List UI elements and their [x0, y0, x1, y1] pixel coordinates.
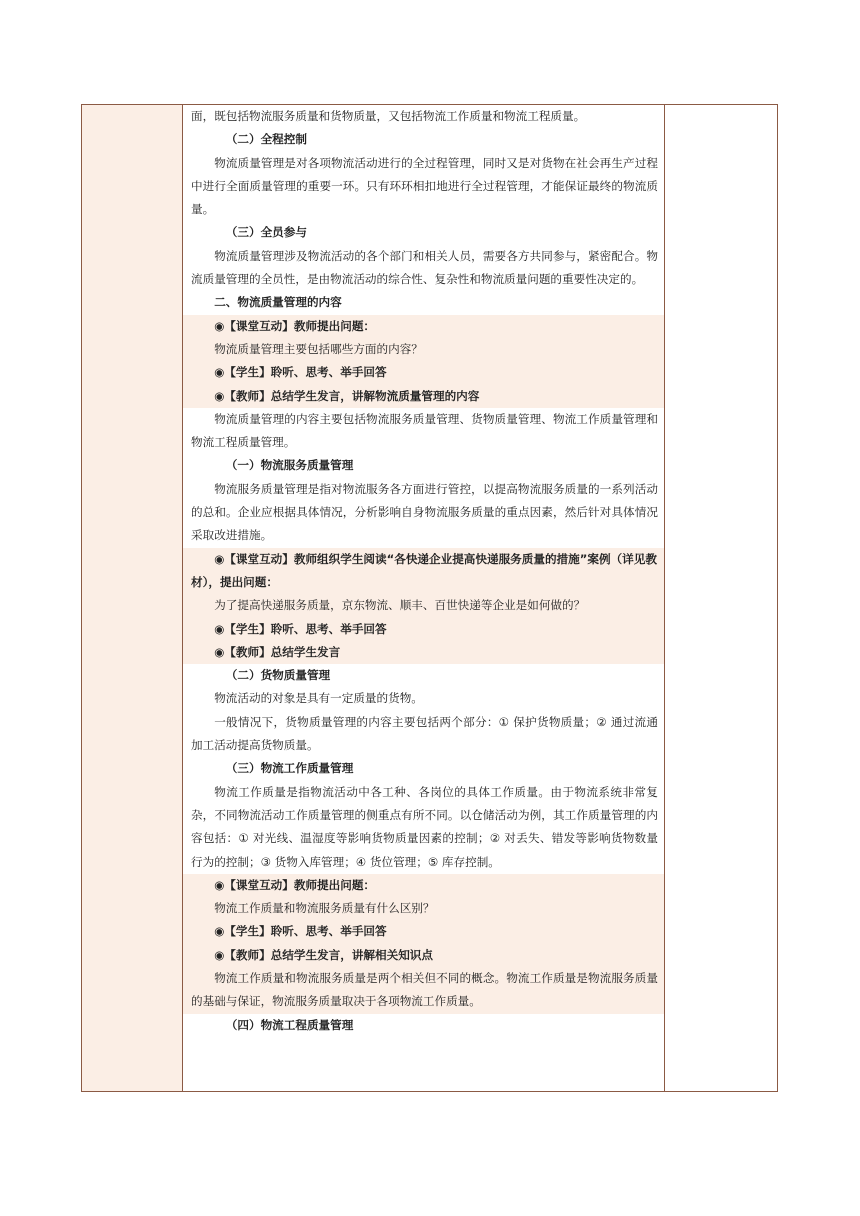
content-body [183, 105, 665, 1037]
interaction-question: 为了提高快递服务质量，京东物流、顺丰、百世快递等企业是如何做的？ [214, 598, 586, 613]
interaction-answer: 物流工作质量和物流服务质量是两个相关但不同的概念。物流工作质量是物流服务质量的基础与保证，物流服务质量取决于各项物流工作质量。 [191, 970, 658, 1009]
interaction-prompt: ◉【课堂互动】教师组织学生阅读“各快递企业提高快递服务质量的措施”案例（详见教材），提出问题： [191, 551, 657, 589]
section-heading: 二、物流质量管理的内容 [214, 295, 342, 310]
lesson-table [81, 104, 778, 1092]
interaction-block [183, 548, 665, 664]
paragraph: 面，既包括物流服务质量和货物质量，又包括物流工作质量和物流工程质量。 [191, 109, 586, 123]
student-action: ◉【学生】聆听、思考、举手回答 [214, 924, 387, 939]
paragraph: 物流工作质量是指物流活动中各工种、各岗位的具体工作质量。由于物流系统非常复杂，不同物流活动工作质量管理的侧重点有所不同。以仓储活动为例，其工作质量管理的内容包括：① 对光线、温湿度等影响货物质量因素的控制；② 对丢失、错发等影响货物数量行为的控制；③ 货物入库管理；④ 货位管理；⑤ 库存控制。 [191, 784, 658, 869]
paragraph: 物流活动的对象是具有一定质量的货物。 [214, 691, 423, 706]
subheading-goods-quality: （二）货物质量管理 [225, 668, 331, 683]
student-action: ◉【学生】聆听、思考、举手回答 [214, 621, 387, 636]
teacher-action: ◉【教师】总结学生发言，讲解相关知识点 [214, 947, 433, 962]
teacher-action: ◉【教师】总结学生发言，讲解物流质量管理的内容 [214, 388, 480, 403]
subheading-service-quality: （一）物流服务质量管理 [225, 458, 354, 473]
paragraph: 物流质量管理是对各项物流活动进行的全过程管理，同时又是对货物在社会再生产过程中进行全面质量管理的重要一环。只有环环相扣地进行全过程管理，才能保证最终的物流质量。 [191, 155, 658, 217]
interaction-prompt: ◉【课堂互动】教师提出问题： [214, 877, 376, 892]
content-column [183, 105, 665, 1091]
interaction-block [183, 874, 665, 1014]
paragraph: 物流质量管理涉及物流活动的各个部门和相关人员，需要各方共同参与，紧密配合。物流质量管理的全员性，是由物流活动的综合性、复杂性和物流质量问题的重要性决定的。 [191, 248, 658, 287]
right-column [664, 105, 777, 1091]
interaction-prompt: ◉【课堂互动】教师提出问题： [214, 318, 376, 333]
interaction-question: 物流工作质量和物流服务质量有什么区别？ [214, 901, 435, 916]
subheading-work-quality: （三）物流工作质量管理 [225, 761, 354, 776]
paragraph: 物流质量管理的内容主要包括物流服务质量管理、货物质量管理、物流工作质量管理和物流工程质量管理。 [191, 411, 658, 450]
subheading-full-participation: （三）全员参与 [225, 225, 307, 240]
subheading-engineering-quality: （四）物流工程质量管理 [225, 1017, 354, 1032]
subheading-full-process-control: （二）全程控制 [225, 132, 307, 147]
teacher-action: ◉【教师】总结学生发言 [214, 644, 341, 659]
student-action: ◉【学生】聆听、思考、举手回答 [214, 365, 387, 380]
interaction-block [183, 315, 665, 408]
paragraph: 物流服务质量管理是指对物流服务各方面进行管控，以提高物流服务质量的一系列活动的总和。企业应根据具体情况，分析影响自身物流服务质量的重点因素，然后针对具体情况采取改进措施。 [191, 481, 658, 543]
paragraph: 一般情况下，货物质量管理的内容主要包括两个部分：① 保护货物质量；② 通过流通加工活动提高货物质量。 [191, 714, 658, 753]
left-column [82, 105, 183, 1091]
interaction-question: 物流质量管理主要包括哪些方面的内容？ [214, 341, 423, 356]
